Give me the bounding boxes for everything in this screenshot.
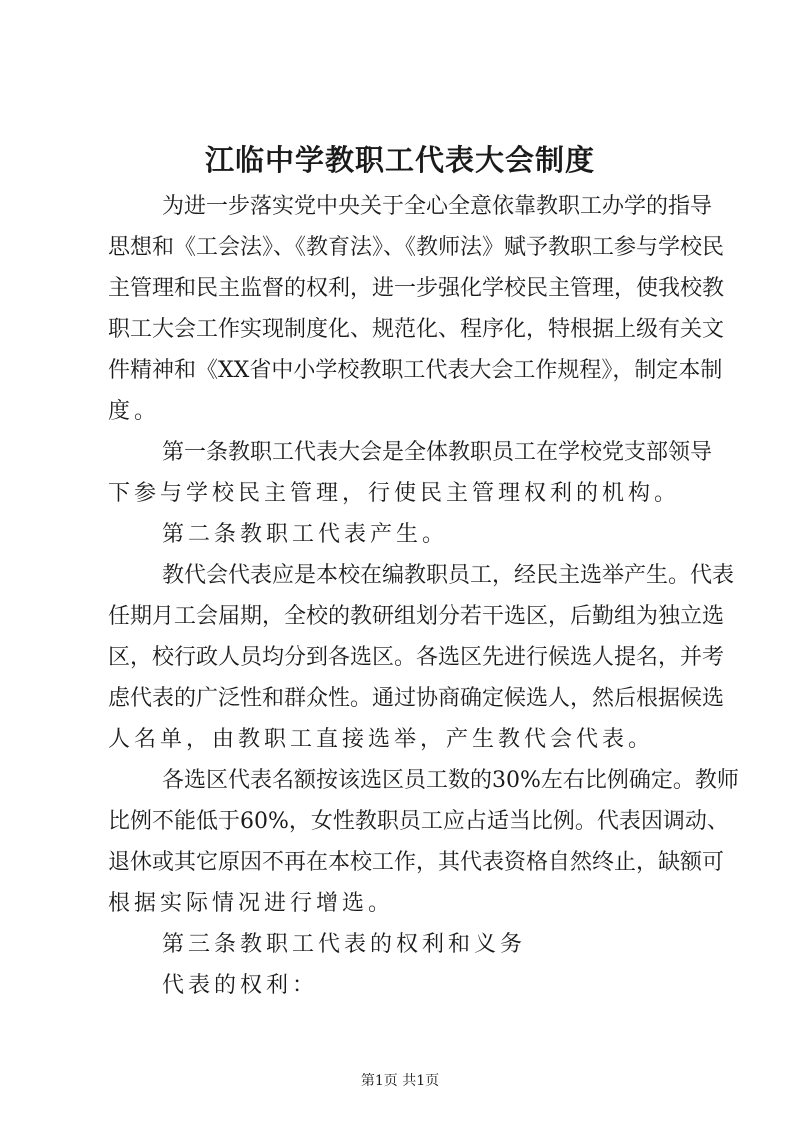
text-line: 任期月工会届期，全校的教研组划分若干选区，后勤组为独立选 [108,604,725,629]
text-line: 人名单，由教职工直接选举，产生教代会代表。 [108,727,655,752]
paragraph [108,514,708,555]
text-line: 虑代表的广泛性和群众性。通过协商确定候选人，然后根据候选 [108,686,725,711]
paragraph [108,555,735,760]
text-line: 主管理和民主监督的权利，进一步强化学校民主管理，使我校教 [108,276,725,301]
paragraph [108,924,708,965]
page-footer: 第1页 共1页 [360,1073,440,1089]
paragraph [108,965,708,1006]
text-line: 区，校行政人员均分到各选区。各选区先进行候选人提名，并考 [108,645,725,670]
text-line: 度。 [108,399,161,424]
text-line: 比例不能低于60%，女性教职员工应占适当比例。代表因调动、 [108,809,729,834]
text-line: 件精神和《XX省中小学校教职工代表大会工作规程》，制定本制 [108,358,723,383]
text-line: 思想和《工会法》、《教育法》、《教师法》赋予教职工参与学校民 [108,235,725,260]
paragraph [108,186,725,432]
text-line: 为进一步落实党中央关于全心全意依靠教职工办学的指导 [162,194,713,219]
text-line: 职工大会工作实现制度化、规范化、程序化，特根据上级有关文 [108,317,725,342]
text-line: 各选区代表名额按该选区员工数的30%左右比例确定。教师 [162,768,739,793]
document-body [108,186,739,1006]
text-line: 退休或其它原因不再在本校工作，其代表资格自然终止，缺额可 [108,850,725,875]
paragraph [108,432,713,514]
text-line: 第三条教职工代表的权利和义务 [162,932,527,957]
text-line: 下参与学校民主管理，行使民主管理权利的机构。 [108,481,681,506]
text-line: 第二条教职工代表产生。 [162,522,449,547]
text-line: 教代会代表应是本校在编教职员工，经民主选举产生。代表 [162,563,735,588]
text-line: 第一条教职工代表大会是全体教职员工在学校党支部领导 [162,440,713,465]
document-title: 江临中学教职工代表大会制度 [204,143,595,177]
text-line: 根据实际情况进行增选。 [108,891,395,916]
paragraph [108,760,739,924]
text-line: 代表的权利： [162,973,319,998]
